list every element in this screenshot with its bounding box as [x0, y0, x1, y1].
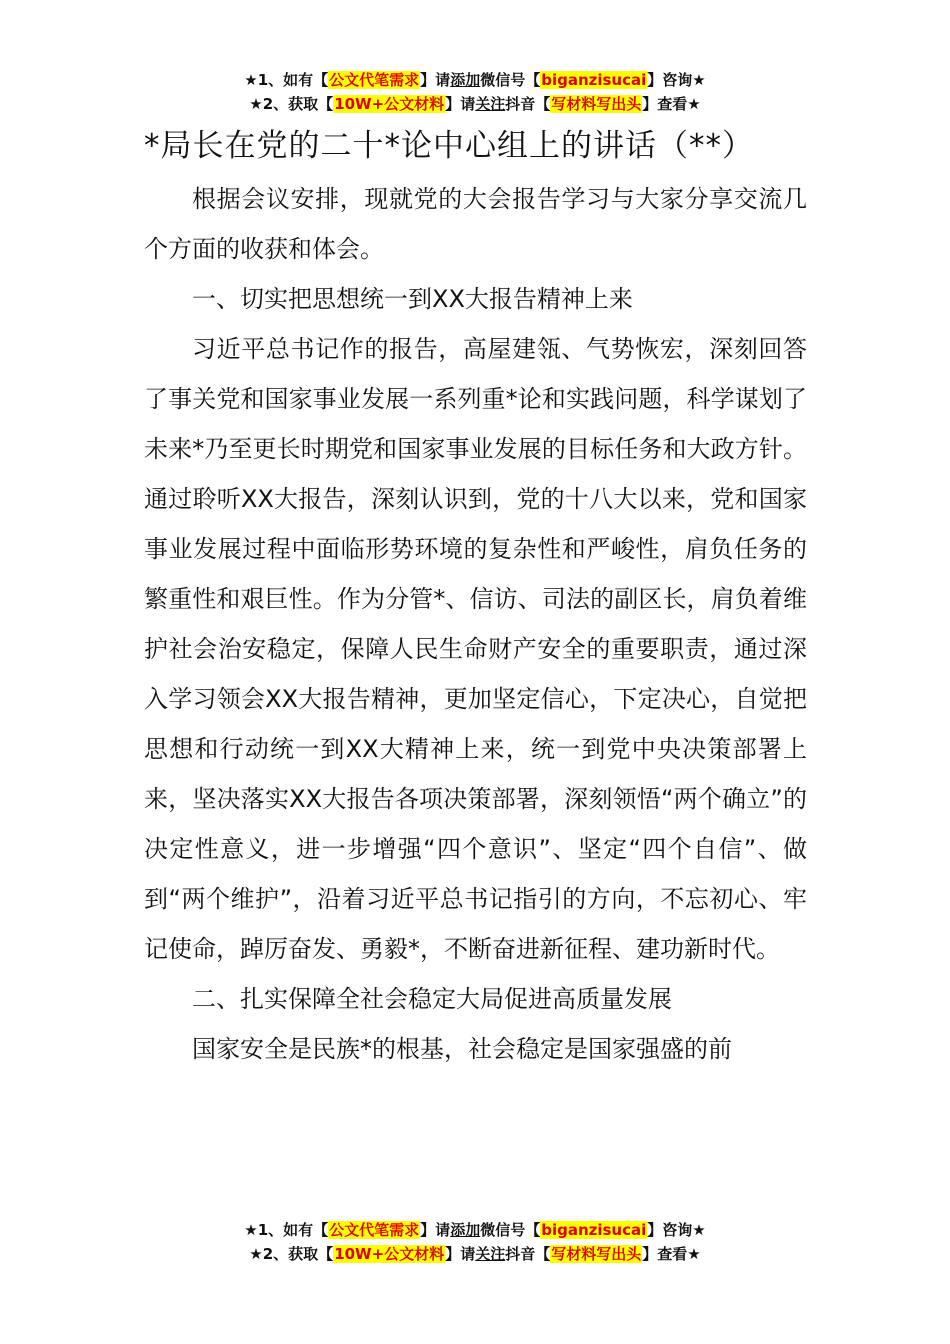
- banner-text: ★2、获取【: [249, 1245, 334, 1263]
- banner-highlight: 写材料写出头: [551, 1245, 642, 1263]
- document-title: *局长在党的二十*论中心组上的讲话（**）: [144, 128, 754, 164]
- banner-underlined: 关注: [475, 1245, 506, 1263]
- document-body: [144, 174, 807, 1074]
- document: [144, 124, 807, 1074]
- banner-line-1: [0, 1218, 950, 1242]
- banner-highlight: 公文代笔需求: [329, 71, 420, 89]
- banner-text: 】咨询★: [647, 1221, 706, 1239]
- banner-line-1: [0, 68, 950, 92]
- banner-text: 】请: [420, 71, 451, 89]
- section-heading: 一、切实把思想统一到XX大报告精神上来: [192, 285, 633, 313]
- banner-underlined: 添加: [450, 1221, 481, 1239]
- banner-text: 】请: [445, 1245, 476, 1263]
- banner-text: 】请: [420, 1221, 451, 1239]
- banner-text: ★1、如有【: [244, 1221, 329, 1239]
- paragraph: 根据会议安排，现就党的大会报告学习与大家分享交流几个方面的收获和体会。: [144, 185, 807, 263]
- banner-text: ★2、获取【: [249, 95, 334, 113]
- paragraph: 国家安全是民族*的根基，社会稳定是国家强盛的前: [192, 1035, 732, 1063]
- banner-text: 抖音【: [505, 95, 551, 113]
- banner-text: 抖音【: [505, 1245, 551, 1263]
- banner-text: 】查看★: [642, 1245, 701, 1263]
- section-heading: 二、扎实保障全社会稳定大局促进高质量发展: [192, 985, 672, 1013]
- banner-text: 】咨询★: [647, 71, 706, 89]
- banner-text: 微信号【: [480, 71, 541, 89]
- banner-highlight: 10W+公文材料: [334, 95, 445, 113]
- banner-text: 】请: [445, 95, 476, 113]
- banner-text: ★1、如有【: [244, 71, 329, 89]
- banner-underlined: 关注: [475, 95, 506, 113]
- watermark-banner-bottom: [0, 1218, 950, 1266]
- banner-highlight: 公文代笔需求: [329, 1221, 420, 1239]
- watermark-banner-top: [0, 68, 950, 116]
- banner-highlight: biganzisucai: [541, 71, 647, 89]
- banner-text: 】查看★: [642, 95, 701, 113]
- banner-underlined: 添加: [450, 71, 481, 89]
- banner-line-2: [0, 1242, 950, 1266]
- banner-highlight: biganzisucai: [541, 1221, 647, 1239]
- banner-highlight: 10W+公文材料: [334, 1245, 445, 1263]
- paragraph: 习近平总书记作的报告，高屋建瓴、气势恢宏，深刻回答了事关党和国家事业发展一系列重*论和实践问题，科学谋划了未来*乃至更长时期党和国家事业发展的目标任务和大政方针。通过聆听XX大报告，深刻认识到，党的十八大以来，党和国家事业发展过程中面临形势环境的复杂性和严峻性，肩负任务的繁重性和艰巨性。作为分管*、信访、司法的副区长，肩负着维护社会治安稳定，保障人民生命财产安全的重要职责，通过深入学习领会XX大报告精神，更加坚定信心，下定决心，自觉把思想和行动统一到XX大精神上来，统一到党中央决策部署上来，坚决落实XX大报告各项决策部署，深刻领悟“两个确立”的决定性意义，进一步增强“四个意识”、坚定“四个自信”、做到“两个维护”，沿着习近平总书记指引的方向，不忘初心、牢记使命，踔厉奋发、勇毅*，不断奋进新征程、建功新时代。: [144, 335, 807, 963]
- banner-highlight: 写材料写出头: [551, 95, 642, 113]
- banner-text: 微信号【: [480, 1221, 541, 1239]
- banner-line-2: [0, 92, 950, 116]
